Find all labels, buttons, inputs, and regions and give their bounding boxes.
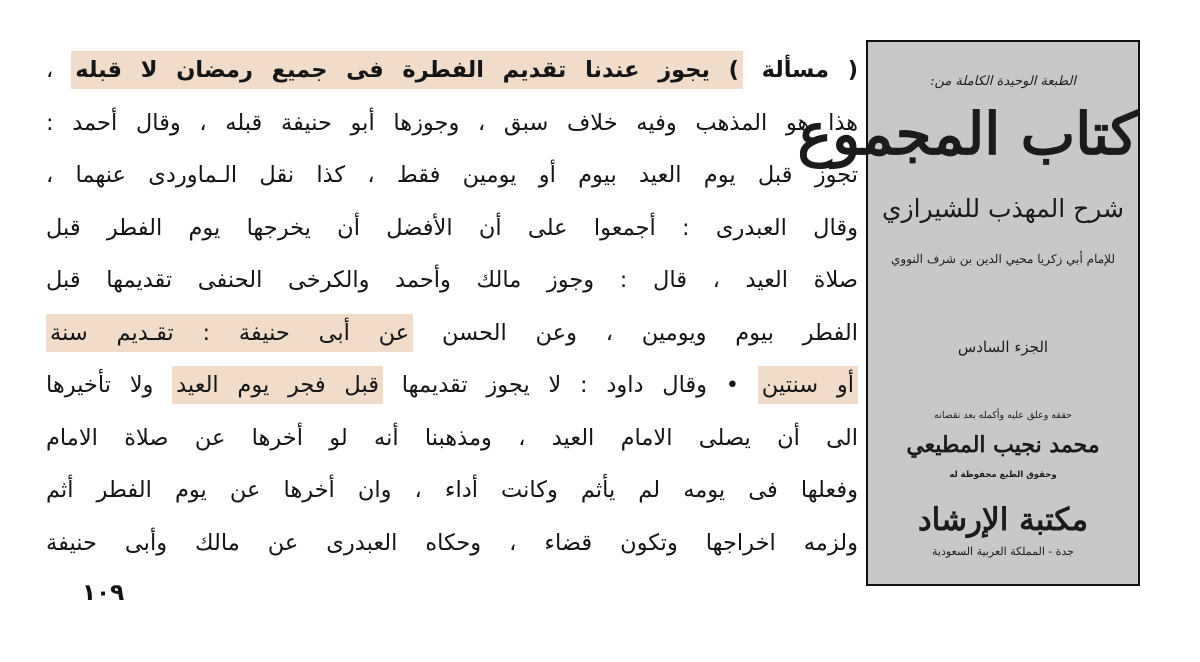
text-span: ولا تأخيرها [46, 372, 173, 398]
text-line [46, 254, 858, 307]
text-span: ) يجوز عندنا تقديم الفطرة فى جميع رمضان لا قبله [71, 51, 743, 89]
text-span: وقال العبدرى : أجمعوا على أن الأفضل أن يخرجها يوم الفطر قبل [46, 214, 858, 241]
text-span: هذا هو المذهب وفيه خلاف سبق ، وجوزها أبو حنيفة قبله ، وقال أحمد : [46, 109, 858, 136]
text-line [46, 97, 858, 150]
text-line [46, 412, 858, 465]
cover-author: للإمام أبي زكريا محيي الدين بن شرف النووي [891, 252, 1115, 266]
text-span: ، [46, 57, 72, 83]
text-span: • وقال داود : لا يجوز تقديمها [383, 372, 758, 398]
text-line [46, 202, 858, 255]
text-line [46, 517, 858, 570]
text-span: مسألة [742, 57, 830, 83]
text-span: أو سنتين [758, 366, 858, 404]
text-span: تجوز قبل يوم العيد بيوم أو يومين فقط ، كذا نقل الـماوردى عنهما ، [46, 162, 858, 188]
text-span: عن أبى حنيفة : تقـديم سنة [46, 314, 413, 352]
page-number: ١٠٩ [82, 580, 125, 606]
text-span: وفعلها فى يومه لم يأثم وكانت أداء ، وان أخرها عن يوم الفطر أثم [46, 477, 858, 503]
text-line [46, 307, 858, 360]
text-span: صلاة العيد ، قال : وجوز مالك وأحمد والكرخى الحنفى تقديمها قبل [46, 267, 858, 293]
text-span: ولزمه اخراجها وتكون قضاء ، وحكاه العبدرى عن مالك وأبى حنيفة [46, 529, 858, 556]
text-span: ( [829, 57, 859, 83]
cover-publisher: مكتبة الإرشاد [917, 502, 1089, 538]
cover-subtitle: شرح المهذب للشيرازي [881, 194, 1125, 223]
cover-edition: الطبعة الوحيدة الكاملة من: [930, 74, 1076, 89]
cover-title: كتاب المجموع [797, 100, 1138, 168]
cover-editor-intro: حققه وعلق عليه وأكمله بعد نقصانه [934, 410, 1072, 421]
text-line [46, 149, 858, 202]
text-line [46, 464, 858, 517]
text-line [46, 44, 858, 97]
cover-part: الجزء السادس [957, 338, 1049, 356]
text-line [46, 359, 858, 412]
cover-city: جدة - المملكة العربية السعودية [932, 545, 1074, 558]
text-span: الى أن يصلى الامام العيد ، ومذهبنا أنه لو أخرها عن صلاة الامام [46, 424, 858, 451]
cover-editor: محمد نجيب المطيعي [906, 432, 1100, 458]
cover-rights: وحقوق الطبع محفوظة له [949, 470, 1057, 480]
text-span: قبل فجر يوم العيد [172, 366, 383, 404]
text-block [46, 44, 858, 569]
text-span: الفطر بيوم ويومين ، وعن الحسن [413, 319, 858, 346]
